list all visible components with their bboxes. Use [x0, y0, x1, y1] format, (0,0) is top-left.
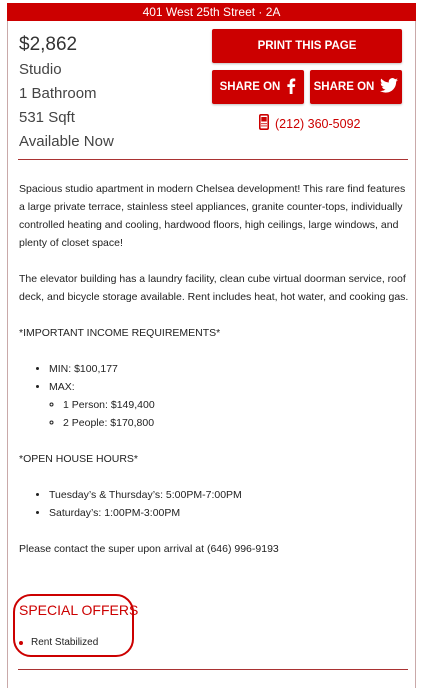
- bullet-icon: [19, 641, 23, 645]
- special-offers-title: SPECIAL OFFERS: [19, 602, 139, 618]
- open-house-saturday: • Saturday’s: 1:00PM-3:00PM: [49, 504, 409, 522]
- open-house-heading: *OPEN HOUSE HOURS*: [19, 453, 139, 465]
- share-facebook-label: SHARE ON: [219, 81, 281, 93]
- share-facebook-button[interactable]: [212, 70, 304, 104]
- twitter-icon: [380, 78, 398, 96]
- listing-description: [19, 180, 409, 576]
- share-twitter-label: SHARE ON: [313, 81, 375, 93]
- income-max: • MAX: ◦ 1 Person: $149,400 ◦ 2 People: $170,800: [49, 378, 409, 432]
- phone-icon: [259, 114, 269, 133]
- phone-link[interactable]: [259, 114, 360, 133]
- description-paragraph: Spacious studio apartment in modern Chelsea development! This rare find features a large private terrace, stainless steel appliances, granite counter-tops, individually controlled heating and cooling, hardwood floors, high ceilings, large windows, and plenty of closet space!: [19, 183, 406, 249]
- phone-number: (212) 360-5092: [275, 116, 361, 131]
- print-page-label: PRINT THIS PAGE: [257, 40, 357, 52]
- income-min: • MIN: $100,177: [49, 360, 409, 378]
- divider: [18, 159, 408, 160]
- print-page-button[interactable]: [212, 29, 402, 63]
- open-house-weekday: • Tuesday’s & Thursday’s: 5:00PM-7:00PM: [49, 486, 409, 504]
- listing-bathrooms: 1 Bathroom: [19, 85, 97, 102]
- open-house-list: [19, 486, 409, 522]
- income-two-people: ◦ 2 People: $170,800: [63, 414, 409, 432]
- facebook-icon: [286, 78, 296, 97]
- share-twitter-button[interactable]: [310, 70, 402, 104]
- listing-availability: Available Now: [19, 133, 114, 150]
- special-offer-label: Rent Stabilized: [31, 637, 99, 648]
- income-list: [19, 360, 409, 432]
- address-header: 401 West 25th Street · 2A: [7, 3, 416, 21]
- listing-size: 531 Sqft: [19, 109, 75, 126]
- contact-note: Please contact the super upon arrival at (646) 996-9193: [19, 543, 279, 555]
- income-one-person: ◦ 1 Person: $149,400: [63, 396, 409, 414]
- income-heading: *IMPORTANT INCOME REQUIREMENTS*: [19, 327, 221, 339]
- listing-price: $2,862: [19, 34, 78, 55]
- description-paragraph: The elevator building has a laundry facility, clean cube virtual doorman service, roof deck, and bicycle storage available. Rent includes heat, hot water, and cooking gas.: [19, 273, 409, 303]
- listing-type: Studio: [19, 61, 62, 78]
- special-offer-item: [19, 637, 98, 648]
- divider: [18, 669, 408, 670]
